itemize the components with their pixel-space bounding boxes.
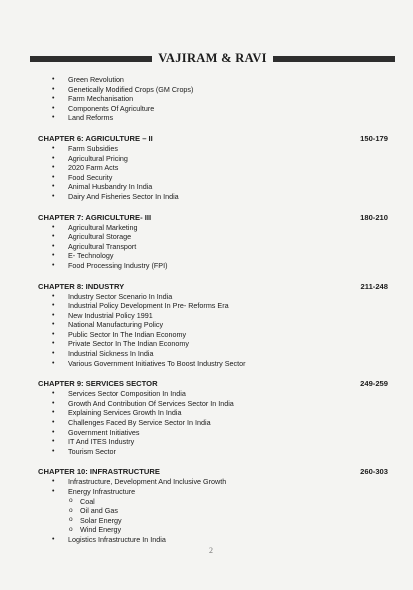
list-item: • Farm Subsidies (38, 144, 388, 154)
list-item: • Agricultural Transport (38, 242, 388, 252)
sub-list-item: o Solar Energy (38, 516, 388, 526)
chapter-items (38, 144, 388, 202)
intro-list (38, 75, 388, 123)
sub-list-item: o Coal (38, 497, 388, 507)
list-item: • New Industrial Policy 1991 (38, 311, 388, 321)
list-item: • Government Initiatives (38, 428, 388, 438)
chapter-items (38, 292, 388, 369)
chapter-heading (38, 379, 388, 389)
header-banner (30, 52, 395, 65)
brand-title: VAJIRAM & RAVI (158, 51, 267, 65)
chapter-items (38, 223, 388, 271)
chapter-heading (38, 467, 388, 477)
list-item: • Land Reforms (38, 113, 388, 123)
chapter-title: CHAPTER 8: INDUSTRY (38, 281, 125, 291)
chapter-pages: 211-248 (360, 281, 388, 291)
list-item: • Tourism Sector (38, 447, 388, 457)
list-item: • Animal Husbandry In India (38, 182, 388, 192)
header-rule-left (30, 56, 152, 62)
chapter-pages: 260-303 (360, 467, 388, 477)
list-item: • Components Of Agriculture (38, 104, 388, 114)
list-item: • Explaining Services Growth In India (38, 408, 388, 418)
chapter-items (38, 477, 388, 544)
chapter-title: CHAPTER 7: AGRICULTURE- III (38, 212, 152, 222)
list-item: • Various Government Initiatives To Boost Industry Sector (38, 359, 388, 369)
list-item: • Farm Mechanisation (38, 94, 388, 104)
list-item: • Genetically Modified Crops (GM Crops) (38, 85, 388, 95)
list-item: • Private Sector In The Indian Economy (38, 339, 388, 349)
list-item: • Challenges Faced By Service Sector In India (38, 418, 388, 428)
chapter-items (38, 389, 388, 456)
chapter-heading (38, 213, 388, 223)
chapter-title: CHAPTER 10: INFRASTRUCTURE (38, 467, 160, 477)
chapter-pages: 180-210 (360, 212, 388, 222)
chapter-heading (38, 282, 388, 292)
list-item: • E- Technology (38, 251, 388, 261)
list-item: • Industry Sector Scenario In India (38, 292, 388, 302)
list-item: • 2020 Farm Acts (38, 163, 388, 173)
list-item: • Green Revolution (38, 75, 388, 85)
list-item: • Agricultural Storage (38, 232, 388, 242)
chapter-heading (38, 134, 388, 144)
chapter-title: CHAPTER 6: AGRICULTURE – II (38, 133, 153, 143)
list-item: • Agricultural Pricing (38, 154, 388, 164)
list-item: • Logistics Infrastructure In India (38, 535, 388, 545)
chapter-pages: 249-259 (360, 379, 388, 389)
list-item: • Industrial Sickness In India (38, 349, 388, 359)
contents-list (38, 75, 388, 545)
page-number: 2 (209, 546, 213, 555)
chapter-title: CHAPTER 9: SERVICES SECTOR (38, 379, 158, 389)
list-item: • Energy Infrastructure (38, 487, 388, 497)
list-item: • National Manufacturing Policy (38, 320, 388, 330)
list-item: • Public Sector In The Indian Economy (38, 330, 388, 340)
list-item: • Dairy And Fisheries Sector In India (38, 192, 388, 202)
header-rule-right (273, 56, 395, 62)
list-item: • Agricultural Marketing (38, 223, 388, 233)
list-item: • Industrial Policy Development In Pre- Reforms Era (38, 301, 388, 311)
list-item: • Services Sector Composition In India (38, 389, 388, 399)
chapter-pages: 150-179 (360, 133, 388, 143)
list-item: • Food Processing Industry (FPI) (38, 261, 388, 271)
list-item: • IT And ITES Industry (38, 437, 388, 447)
list-item: • Growth And Contribution Of Services Sector In India (38, 399, 388, 409)
sub-list-item: o Wind Energy (38, 525, 388, 535)
list-item: • Food Security (38, 173, 388, 183)
list-item: • Infrastructure, Development And Inclusive Growth (38, 477, 388, 487)
sub-list-item: o Oil and Gas (38, 506, 388, 516)
